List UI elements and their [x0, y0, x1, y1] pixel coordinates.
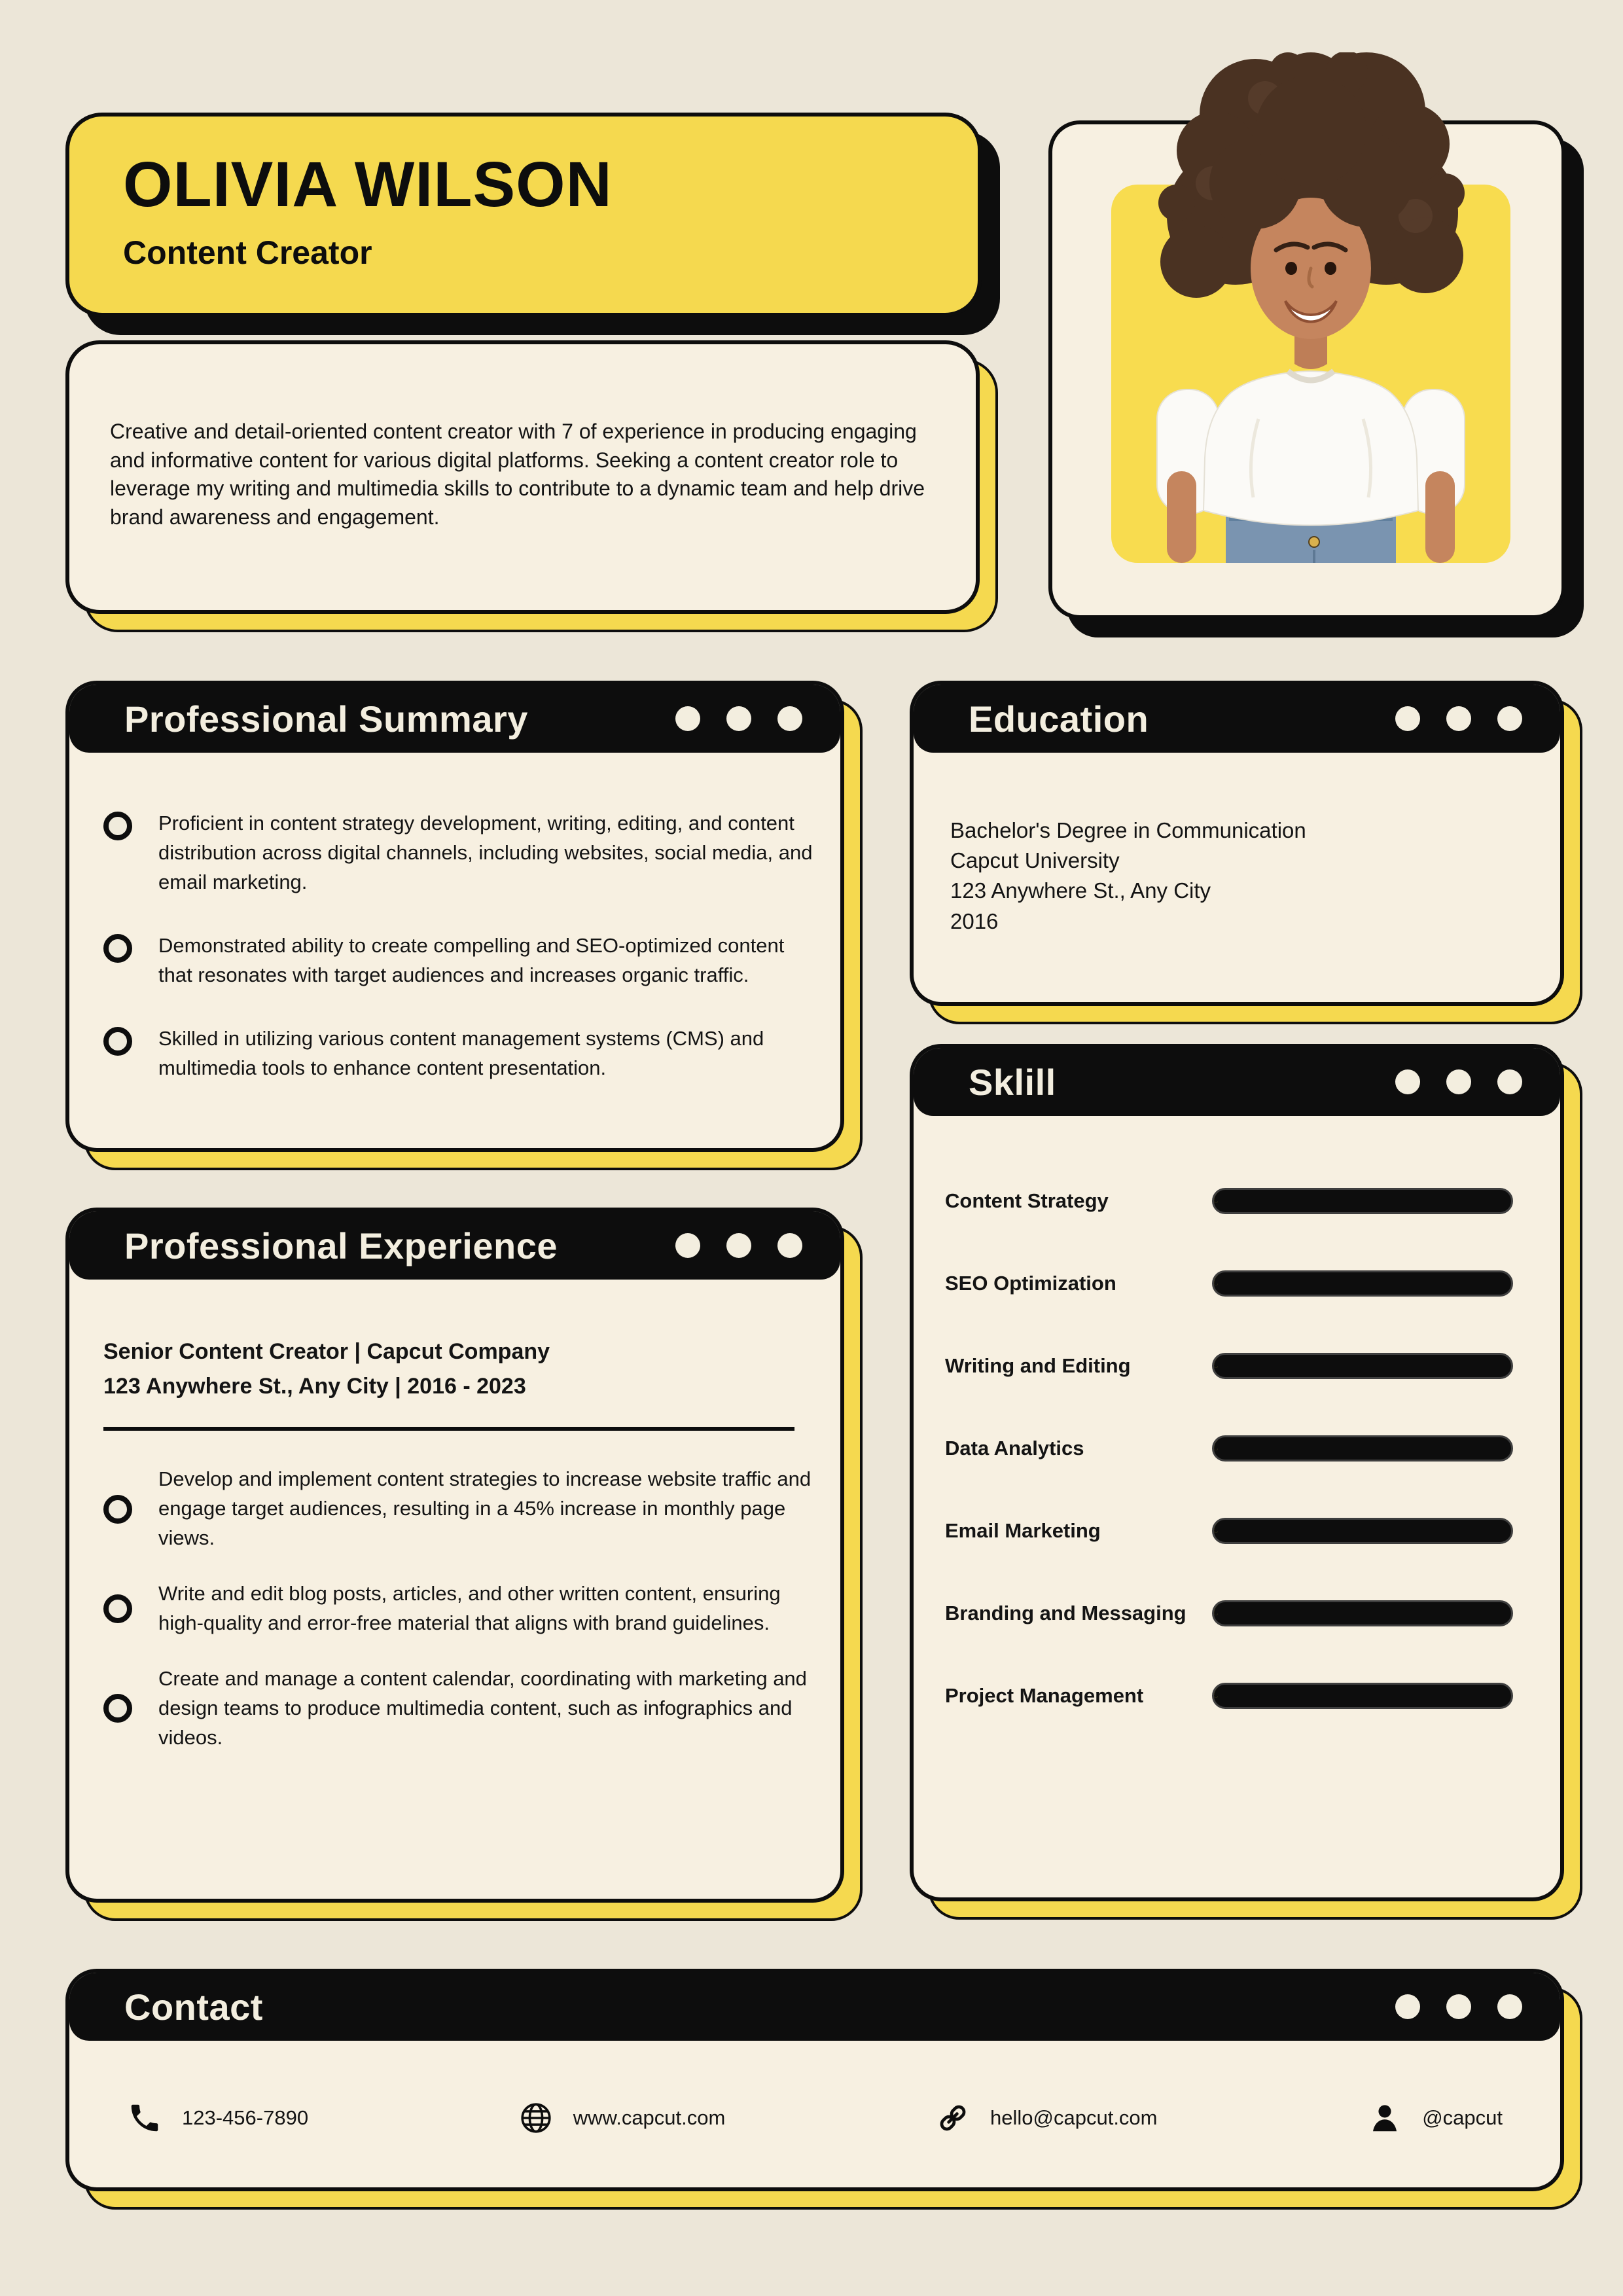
skill-row	[945, 1188, 1513, 1214]
window-dot-icon	[1446, 1994, 1471, 2019]
section-titlebar	[914, 1048, 1560, 1116]
window-dot-icon	[1446, 1069, 1471, 1094]
skill-bar	[1212, 1353, 1513, 1379]
window-dot-icon	[1395, 1069, 1420, 1094]
bullet-circle-icon	[103, 934, 132, 963]
bullet-text: Proficient in content strategy development, writing, editing, and content distribution across digital channels, including websites, social media, and email marketing.	[158, 812, 813, 893]
skill-bar	[1212, 1270, 1513, 1297]
bullet-circle-icon	[103, 1694, 132, 1723]
section-title: Sklill	[969, 1061, 1056, 1103]
skill-label: Project Management	[945, 1684, 1144, 1707]
window-dots	[1395, 1994, 1522, 2019]
list-item	[103, 809, 814, 897]
bullet-text: Demonstrated ability to create compelling and SEO-optimized content that resonates with target audiences and increases organic traffic.	[158, 933, 785, 986]
education-degree: Bachelor's Degree in Communication	[950, 818, 1306, 842]
section-body	[914, 753, 1560, 937]
section-body	[69, 1280, 840, 1753]
section-body	[914, 1116, 1560, 1709]
window-dot-icon	[726, 706, 751, 731]
window-dots	[675, 1233, 802, 1258]
page-title: OLIVIA WILSON	[123, 149, 613, 220]
skill-bar	[1212, 1518, 1513, 1544]
section-professional-summary	[65, 681, 844, 1152]
section-body	[69, 753, 840, 1083]
section-title: Professional Summary	[124, 698, 528, 740]
summary-bullet-list	[103, 809, 814, 1083]
window-dot-icon	[675, 706, 700, 731]
list-item	[103, 931, 814, 990]
section-professional-experience	[65, 1208, 844, 1903]
bullet-text: Develop and implement content strategies to increase website traffic and engage target audiences, resulting in a 45% increase in monthly page views.	[158, 1467, 812, 1550]
contact-phone-text: 123-456-7890	[182, 2106, 309, 2129]
skill-row	[945, 1353, 1513, 1379]
skill-label: Branding and Messaging	[945, 1602, 1186, 1624]
portrait-photo	[1128, 52, 1494, 563]
window-dot-icon	[777, 706, 802, 731]
skill-bar	[1212, 1683, 1513, 1709]
experience-role: Senior Content Creator | Capcut Company	[103, 1339, 550, 1364]
experience-bullet-list	[103, 1465, 814, 1753]
education-address: 123 Anywhere St., Any City	[950, 878, 1211, 903]
skill-bar-fill	[1214, 1270, 1218, 1285]
contact-website	[518, 2100, 726, 2136]
header-card	[65, 113, 982, 317]
education-school: Capcut University	[950, 848, 1120, 873]
bullet-circle-icon	[103, 1594, 132, 1623]
bullet-circle-icon	[103, 1495, 132, 1524]
globe-icon	[518, 2100, 554, 2136]
section-education	[910, 681, 1564, 1006]
contact-phone	[127, 2100, 308, 2136]
section-title: Contact	[124, 1986, 263, 2028]
divider	[103, 1427, 794, 1431]
skill-bar	[1212, 1600, 1513, 1626]
contact-social	[1367, 2100, 1503, 2136]
section-body	[69, 2041, 1560, 2191]
skill-bar-fill	[1214, 1435, 1218, 1450]
skill-row	[945, 1600, 1513, 1626]
skill-row	[945, 1683, 1513, 1709]
link-icon	[935, 2100, 971, 2136]
intro-text: Creative and detail-oriented content creator with 7 of experience in producing engaging and informative content for various digital platforms. Seeking a content creator role to leverage my writing and multimedia skills to contribute to a dynamic team and help drive brand awareness and engagement.	[110, 420, 925, 529]
contact-website-text: www.capcut.com	[573, 2106, 726, 2129]
phone-icon	[127, 2100, 162, 2136]
window-dot-icon	[1395, 1994, 1420, 2019]
window-dot-icon	[1497, 706, 1522, 731]
skill-label: Data Analytics	[945, 1437, 1084, 1460]
skill-bar	[1212, 1435, 1513, 1462]
section-title: Professional Experience	[124, 1225, 558, 1266]
skill-label: Email Marketing	[945, 1519, 1101, 1542]
contact-social-text: @capcut	[1422, 2106, 1503, 2129]
list-item	[103, 1664, 814, 1753]
window-dot-icon	[777, 1233, 802, 1258]
t-shirt	[1157, 371, 1465, 526]
skill-label: Writing and Editing	[945, 1354, 1131, 1377]
section-title: Education	[969, 698, 1149, 740]
skill-row	[945, 1435, 1513, 1462]
bullet-circle-icon	[103, 1027, 132, 1056]
skill-bar-fill	[1214, 1518, 1218, 1533]
skill-row	[945, 1518, 1513, 1544]
window-dot-icon	[1497, 1994, 1522, 2019]
skill-bar-fill	[1214, 1188, 1218, 1203]
window-dots	[1395, 1069, 1522, 1094]
bullet-circle-icon	[103, 812, 132, 840]
person-icon	[1367, 2100, 1402, 2136]
window-dots	[675, 706, 802, 731]
window-dots	[1395, 706, 1522, 731]
window-dot-icon	[1395, 706, 1420, 731]
section-titlebar	[69, 1973, 1560, 2041]
window-dot-icon	[1446, 706, 1471, 731]
experience-meta: 123 Anywhere St., Any City | 2016 - 2023	[103, 1373, 526, 1399]
section-titlebar	[914, 685, 1560, 753]
section-titlebar	[69, 1211, 840, 1280]
bullet-text: Skilled in utilizing various content management systems (CMS) and multimedia tools to enhance content presentation.	[158, 1026, 764, 1079]
window-dot-icon	[675, 1233, 700, 1258]
bullet-text: Create and manage a content calendar, coordinating with marketing and design teams to produce multimedia content, such as infographics and videos.	[158, 1667, 807, 1749]
list-item	[103, 1579, 814, 1638]
job-title: Content Creator	[123, 234, 372, 271]
list-item	[103, 1465, 814, 1553]
education-year: 2016	[950, 908, 999, 933]
skill-bar-fill	[1214, 1683, 1218, 1698]
photo-card	[1048, 120, 1565, 619]
window-dot-icon	[726, 1233, 751, 1258]
skill-row	[945, 1270, 1513, 1297]
skill-label: Content Strategy	[945, 1189, 1109, 1212]
list-item	[103, 1024, 814, 1083]
intro-card	[65, 340, 980, 614]
skill-bar-fill	[1214, 1600, 1218, 1615]
skill-bar	[1212, 1188, 1513, 1214]
section-skills	[910, 1044, 1564, 1901]
contact-email-text: hello@capcut.com	[990, 2106, 1158, 2129]
contact-email	[935, 2100, 1157, 2136]
section-titlebar	[69, 685, 840, 753]
section-contact	[65, 1969, 1564, 2191]
skill-label: SEO Optimization	[945, 1272, 1116, 1295]
window-dot-icon	[1497, 1069, 1522, 1094]
skill-bar-fill	[1214, 1353, 1218, 1368]
bullet-text: Write and edit blog posts, articles, and other written content, ensuring high-quality and error-free material that aligns with brand guidelines.	[158, 1582, 781, 1635]
